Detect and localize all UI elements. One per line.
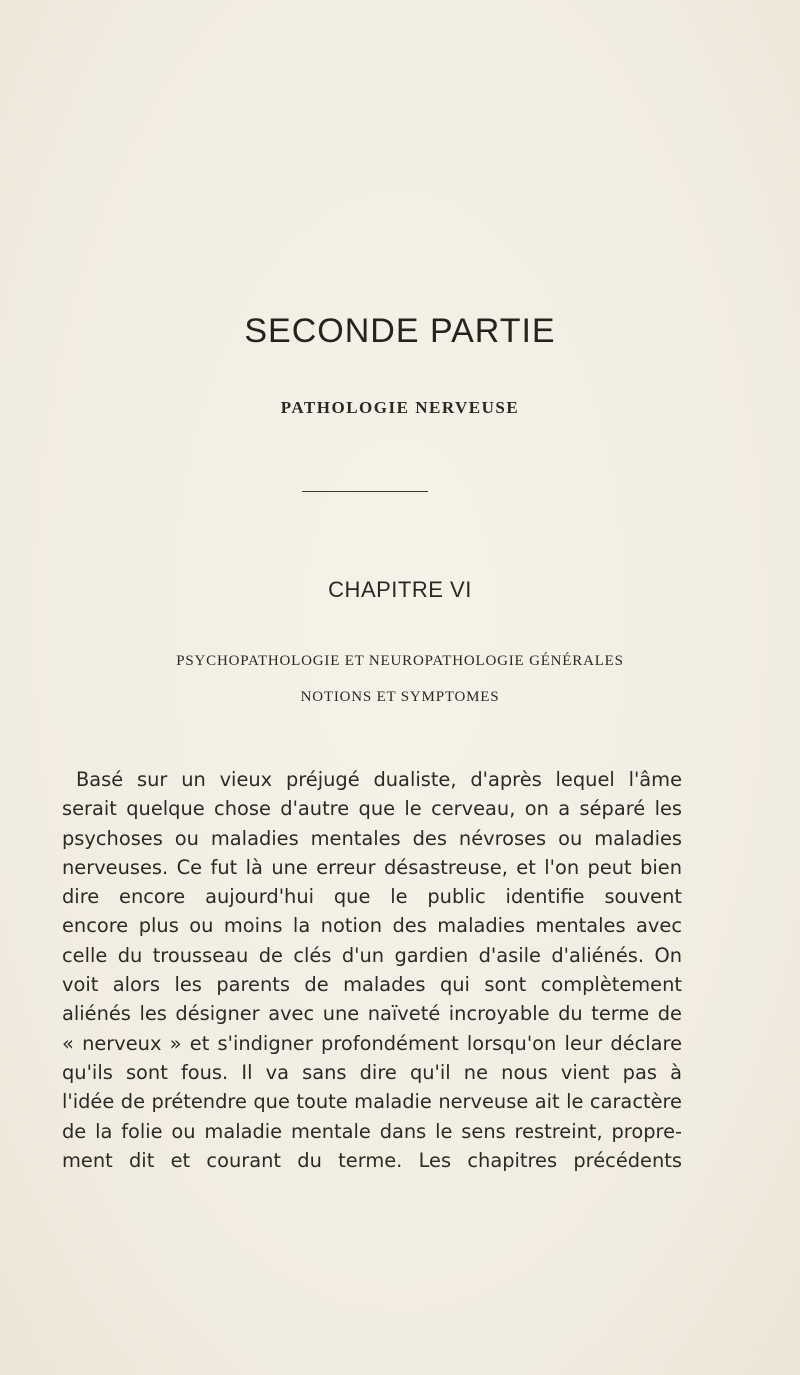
text-line: ment dit et courant du terme. Les chapitres précédents <box>62 1148 682 1172</box>
text-line: serait quelque chose d'autre que le cerveau, on a séparé les <box>62 797 682 821</box>
chapter-subtitle-2: NOTIONS ET SYMPTOMES <box>300 689 500 705</box>
part-title: SECONDE PARTIE <box>244 312 556 350</box>
text-line: de la folie ou maladie mentale dans le sens restreint, propre- <box>62 1119 682 1143</box>
text-line: voit alors les parents de malades qui sont complètement <box>62 973 682 997</box>
text-line: encore plus ou moins la notion des maladies mentales avec <box>62 914 682 938</box>
text-line: qu'ils sont fous. Il va sans dire qu'il ne nous vient pas à <box>62 1060 682 1084</box>
text-line: l'idée de prétendre que toute maladie nerveuse ait le caractère <box>62 1090 682 1114</box>
section-divider <box>302 491 428 492</box>
text-line: Basé sur un vieux préjugé dualiste, d'après lequel l'âme <box>76 768 682 791</box>
chapter-title: CHAPITRE VI <box>328 577 472 602</box>
text-line: aliénés les désigner avec une naïveté incroyable du terme de <box>62 1002 682 1026</box>
part-subtitle: PATHOLOGIE NERVEUSE <box>280 398 520 417</box>
text-line: celle du trousseau de clés d'un gardien d'asile d'aliénés. On <box>62 943 682 967</box>
body-paragraph <box>62 765 682 1175</box>
text-line: psychoses ou maladies mentales des névroses ou maladies <box>62 826 682 850</box>
text-line: dire encore aujourd'hui que le public identifie souvent <box>62 885 682 909</box>
chapter-subtitle: PSYCHOPATHOLOGIE ET NEUROPATHOLOGIE GÉNÉRALES <box>176 653 624 669</box>
text-line: « nerveux » et s'indigner profondément lorsqu'on leur déclare <box>62 1031 682 1055</box>
text-line: nerveuses. Ce fut là une erreur désastreuse, et l'on peut bien <box>62 855 682 879</box>
